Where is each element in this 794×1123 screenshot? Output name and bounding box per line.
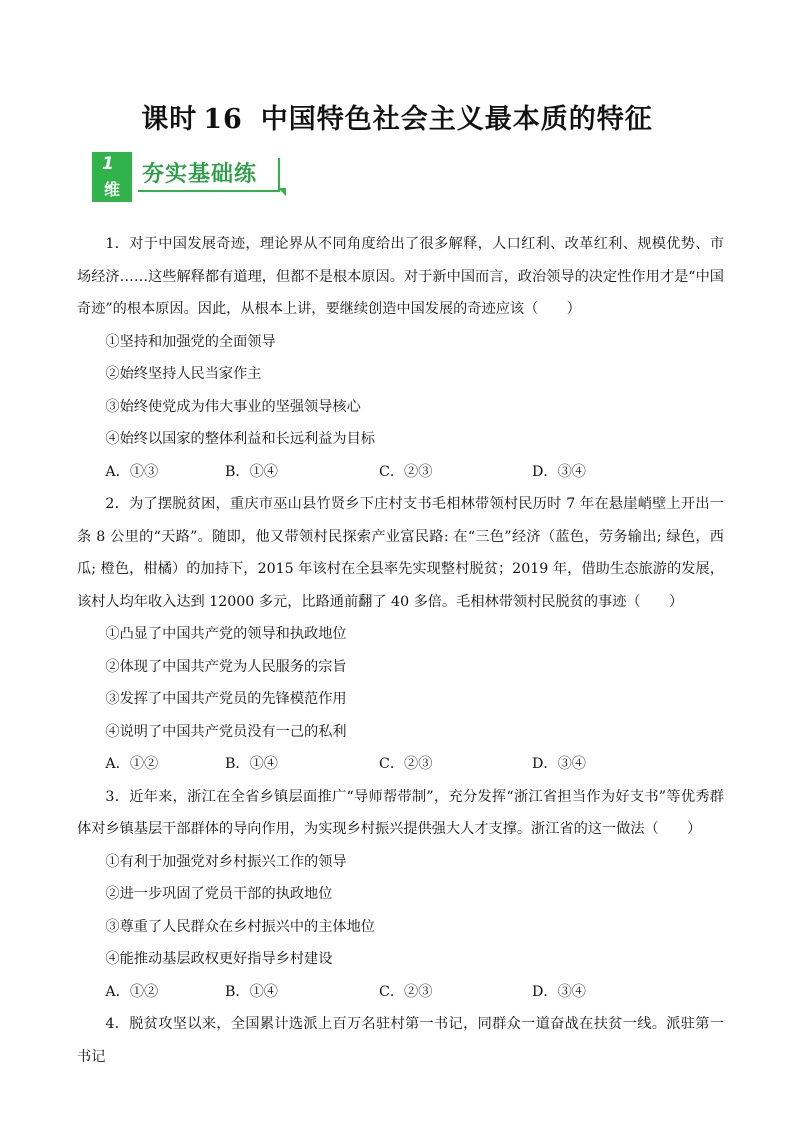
title-prefix: 课时 bbox=[141, 104, 198, 135]
choice-b[interactable]: B．①④ bbox=[225, 983, 278, 1000]
question-option: ④能推动基层政权更好指导乡村建设 bbox=[105, 951, 333, 967]
badge-number-box bbox=[92, 152, 132, 202]
question-stem: 4．脱贫攻坚以来，全国累计选派上百万名驻村第一书记，同群众一道奋战在扶贫一线。派驻第一书记 bbox=[77, 1016, 724, 1065]
question-list bbox=[77, 228, 724, 1073]
section-badge bbox=[92, 152, 286, 204]
question-option: ①有利于加强党对乡村振兴工作的领导 bbox=[105, 853, 347, 870]
page-title bbox=[0, 97, 794, 136]
choice-d[interactable]: D．③④ bbox=[532, 983, 586, 1000]
title-number: 16 bbox=[203, 104, 243, 135]
question-option: ③发挥了中国共产党员的先锋模范作用 bbox=[105, 691, 347, 707]
question-option: ②始终坚持人民当家作主 bbox=[105, 366, 262, 382]
question-option: ③始终使党成为伟大事业的坚强领导核心 bbox=[105, 398, 361, 415]
choice-a[interactable]: A．①③ bbox=[105, 463, 159, 480]
question-option: ②进一步巩固了党员干部的执政地位 bbox=[105, 886, 333, 902]
choice-b[interactable]: B．①④ bbox=[225, 463, 278, 480]
question-stem: 1．对于中国发展奇迹，理论界从不同角度给出了很多解释，人口红利、改革红利、规模优势、市场经济……这些解释都有道理，但都不是根本原因。对于新中国而言，政治领导的决定性作用才是“中国奇迹”的根本原因。因此，从根本上讲，要继续创造中国发展的奇迹应该（ ） bbox=[77, 236, 724, 317]
badge-label: 夯实基础练 bbox=[138, 158, 280, 192]
answer-choices bbox=[77, 456, 724, 489]
choice-c[interactable]: C．②③ bbox=[379, 983, 433, 1000]
question-option: ④说明了中国共产党员没有一己的私利 bbox=[105, 723, 347, 740]
badge-number: 1 bbox=[102, 154, 114, 174]
question-stem: 2．为了摆脱贫困，重庆市巫山县竹贤乡下庄村支书毛相林带领村民历时 7 年在悬崖峭壁上开出一条 8 公里的“天路”。随即，他又带领村民探索产业富民路: 在“三色”经济（蓝色，劳务输出; 绿色，西瓜; 橙色，柑橘）的加持下，2015 年该村在全县率先实现整村脱贫；2019 年，借助生态旅游的发展，该村人均年收入达到 12000 多元，比路通前翻了 40 多倍。毛相林带领村民脱贫的事迹（ ） bbox=[77, 496, 724, 610]
choice-a[interactable]: A．①② bbox=[105, 756, 159, 772]
choice-a[interactable]: A．①② bbox=[105, 983, 159, 1000]
choice-c[interactable]: C．②③ bbox=[379, 756, 433, 772]
question-option: ①坚持和加强党的全面领导 bbox=[105, 333, 276, 350]
badge-dimension: 维 bbox=[104, 180, 121, 199]
question-option: ④始终以国家的整体利益和长远利益为目标 bbox=[105, 431, 375, 447]
choice-c[interactable]: C．②③ bbox=[379, 463, 433, 480]
badge-corner-icon bbox=[278, 188, 286, 196]
question-option: ①凸显了中国共产党的领导和执政地位 bbox=[105, 626, 347, 642]
answer-choices bbox=[77, 748, 724, 781]
answer-choices bbox=[77, 976, 724, 1009]
question-option: ③尊重了人民群众在乡村振兴中的主体地位 bbox=[105, 918, 375, 935]
choice-d[interactable]: D．③④ bbox=[532, 756, 586, 772]
question-stem: 3．近年来，浙江在全省乡镇层面推广“导师帮带制”，充分发挥“浙江省担当作为好支书”等优秀群体对乡镇基层干部群体的导向作用，为实现乡村振兴提供强大人才支撑。浙江省的这一做法（ ） bbox=[77, 788, 724, 837]
title-text: 中国特色社会主义最本质的特征 bbox=[260, 104, 653, 135]
choice-b[interactable]: B．①④ bbox=[225, 756, 278, 772]
question-option: ②体现了中国共产党为人民服务的宗旨 bbox=[105, 658, 347, 675]
choice-d[interactable]: D．③④ bbox=[532, 463, 586, 480]
